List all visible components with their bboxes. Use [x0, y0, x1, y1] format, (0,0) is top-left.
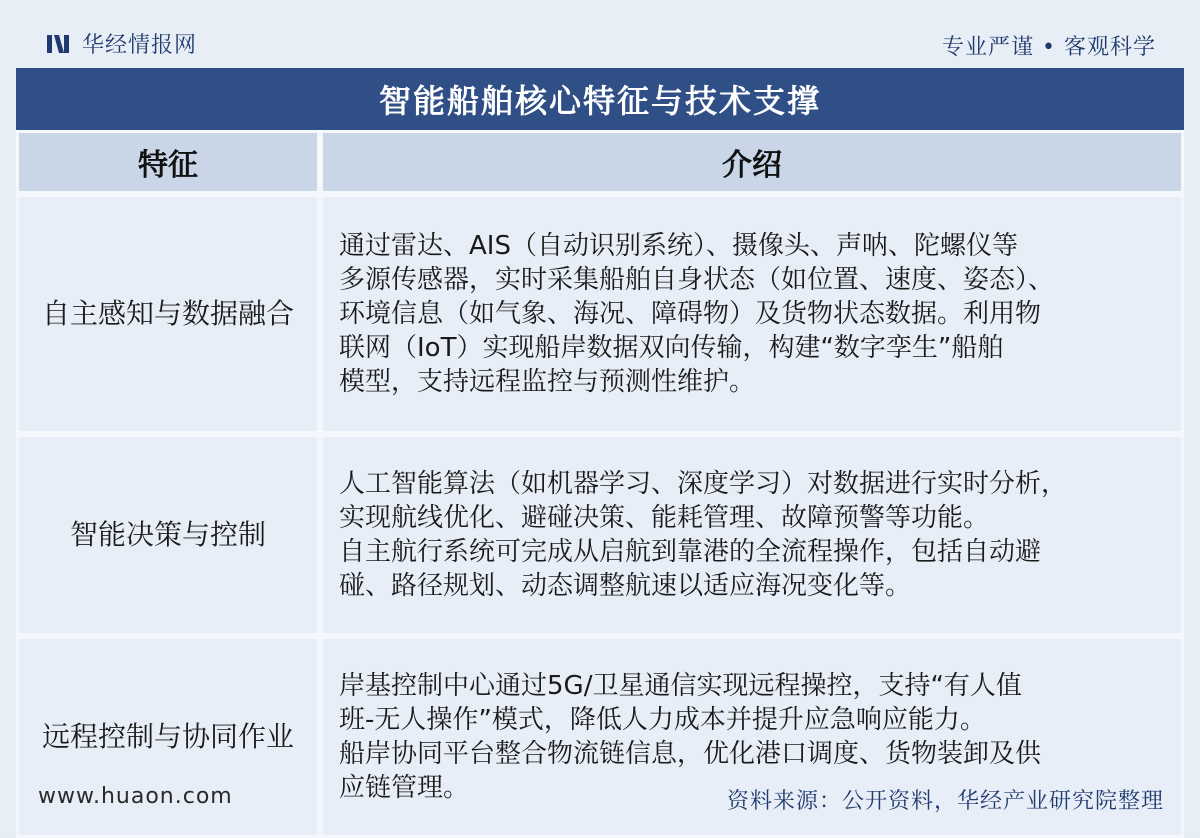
table-row: [16, 194, 1184, 434]
table-header-row: [16, 130, 1184, 194]
description-line: 应链管理。: [339, 773, 470, 803]
feature-cell: 智能决策与控制: [16, 434, 320, 636]
slogan: 专业严谨 • 客观科学: [942, 35, 1156, 60]
feature-cell: 远程控制与协同作业: [16, 636, 320, 838]
description-line: 联网（IoT）实现船岸数据双向传输，构建“数字孪生”船舶: [339, 333, 1004, 363]
description-line: 船岸协同平台整合物流链信息，优化港口调度、货物装卸及供: [339, 739, 1042, 769]
feature-cell: 自主感知与数据融合: [16, 194, 320, 434]
page-title: 智能船舶核心特征与技术支撑: [16, 68, 1184, 130]
source-note: 资料来源：公开资料，华经产业研究院整理: [726, 789, 1164, 814]
description-line: 环境信息（如气象、海况、障碍物）及货物状态数据。利用物: [339, 299, 1042, 329]
description-line: 班-无人操作”模式，降低人力成本并提升应急响应能力。: [339, 705, 986, 735]
description-line: 通过雷达、AIS（自动识别系统）、摄像头、声呐、陀螺仪等: [339, 231, 1018, 261]
description-line: 碰、路径规划、动态调整航速以适应海况变化等。: [339, 571, 912, 601]
description-line: 模型，支持远程监控与预测性维护。: [339, 367, 756, 397]
description-line: 自主航行系统可完成从启航到靠港的全流程操作，包括自动避: [339, 537, 1042, 567]
description-line: 岸基控制中心通过5G/卫星通信实现远程操控，支持“有人值: [339, 671, 1022, 701]
top-bar: [16, 18, 1184, 66]
column-header-description: 介绍: [320, 130, 1184, 194]
table-row: [16, 434, 1184, 636]
description-line: 人工智能算法（如机器学习、深度学习）对数据进行实时分析，: [339, 469, 1068, 499]
brand-logo: [44, 28, 197, 59]
description-line: 实现航线优化、避碰决策、能耗管理、故障预警等功能。: [339, 503, 990, 533]
logo-text: 华经情报网: [82, 33, 198, 58]
footer: [16, 770, 1184, 820]
description-cell: [320, 194, 1184, 434]
description-line: 多源传感器，实时采集船舶自身状态（如位置、速度、姿态）、: [339, 265, 1055, 295]
website-url: www.huaon.com: [38, 784, 233, 809]
feature-table: [16, 130, 1184, 838]
description-cell: [320, 434, 1184, 636]
column-header-feature: 特征: [16, 130, 320, 194]
huajing-logo-icon: [44, 30, 72, 58]
